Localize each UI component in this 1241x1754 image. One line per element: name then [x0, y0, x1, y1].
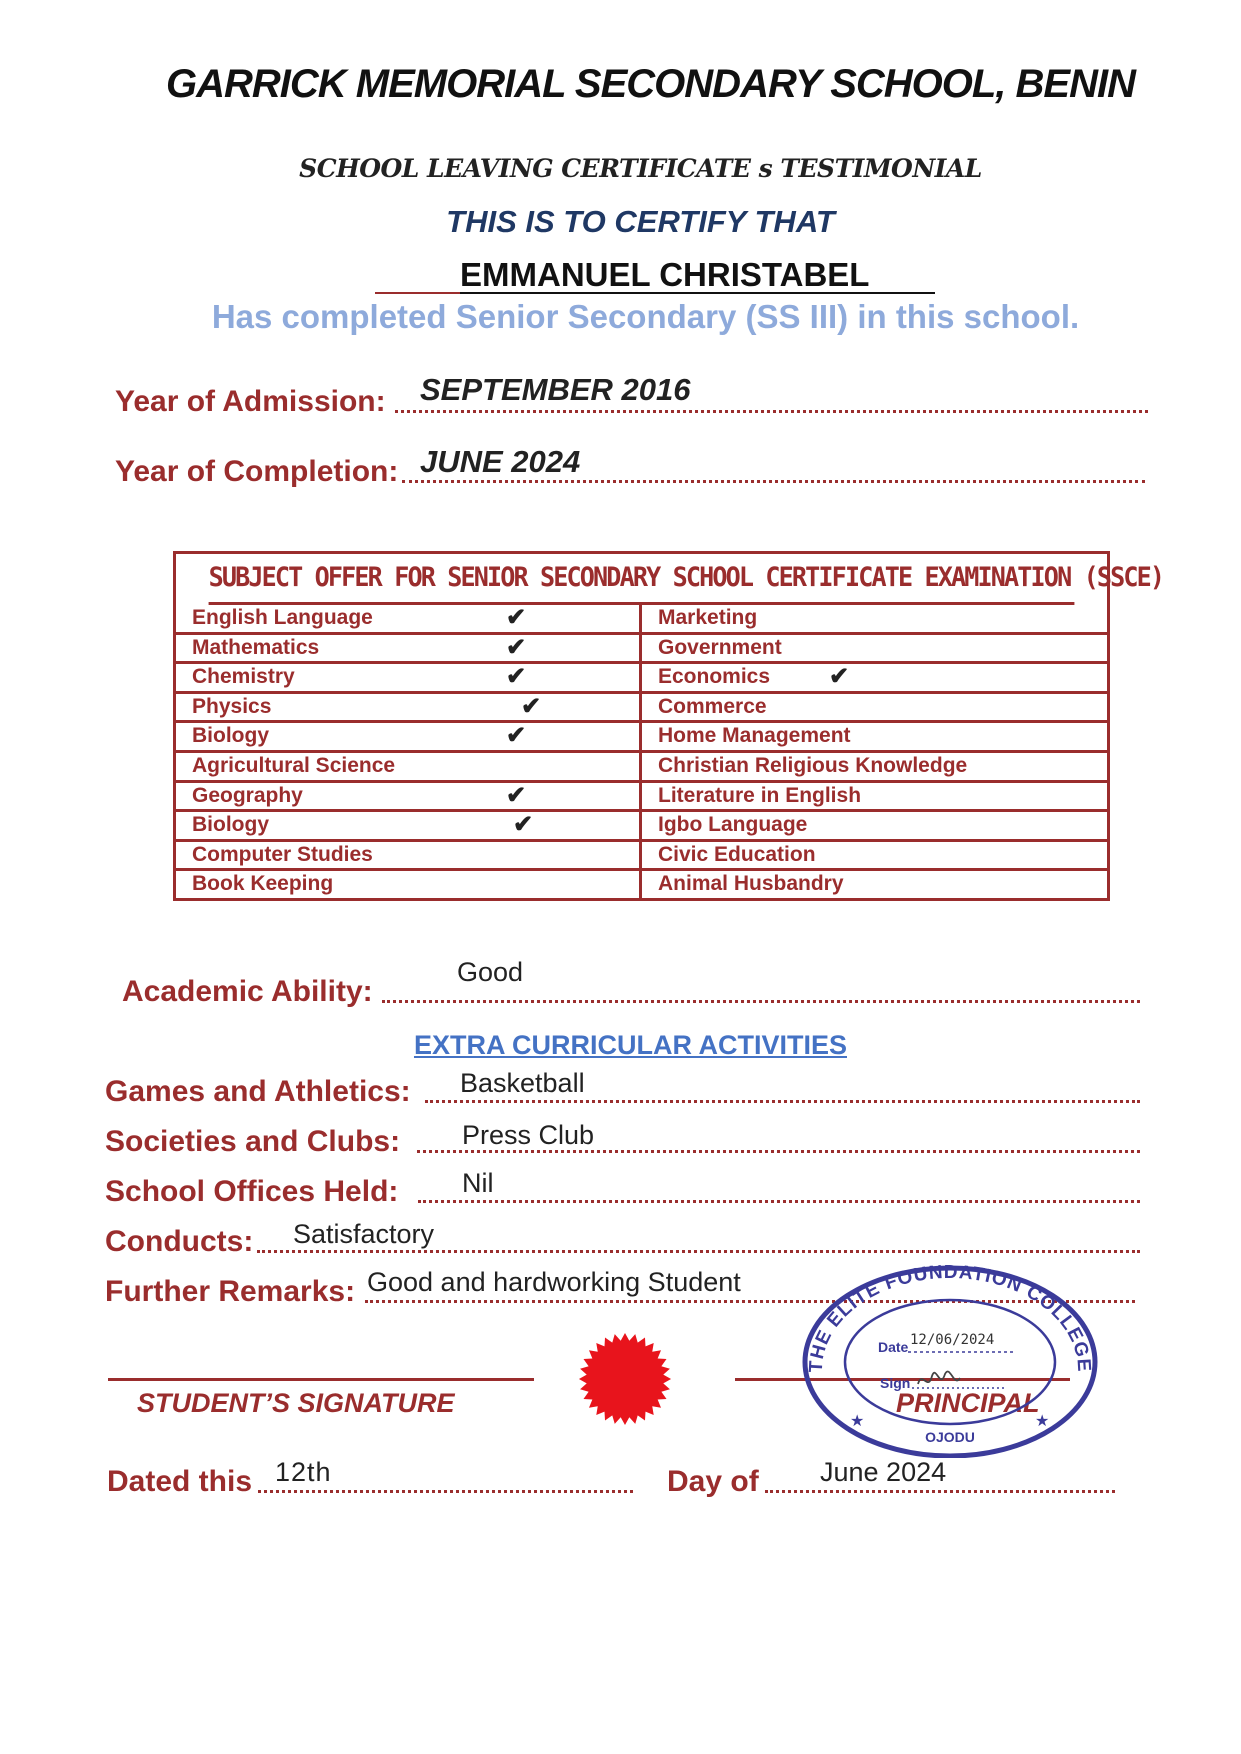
subject-name: Animal Husbandry: [658, 872, 844, 896]
subjects-heading: SUBJECT OFFER FOR SENIOR SECONDARY SCHOOL CERTIFICATE EXAMINATION (SSCE): [209, 554, 1075, 605]
subject-cell: [642, 812, 1107, 842]
stamp-sign-label: Sign: [880, 1375, 911, 1391]
subject-cell: [642, 605, 1107, 635]
stamp-signature-scribble: [918, 1372, 960, 1384]
star-icon: ★: [850, 1413, 865, 1430]
subject-name: Biology: [192, 724, 269, 748]
check-mark-icon: ✔: [506, 633, 527, 661]
svg-text:THE ELITE FOUNDATION COLLEGE: [806, 1262, 1094, 1373]
subject-cell: [176, 783, 642, 813]
subject-cell: [642, 635, 1107, 665]
offices-value: Nil: [462, 1168, 494, 1198]
offices-label: School Offices Held:: [105, 1175, 399, 1208]
academic-ability-label: Academic Ability:: [122, 975, 373, 1008]
subject-name: Government: [658, 635, 782, 659]
subject-name: Book Keeping: [192, 872, 334, 896]
stamp-date-label: Date: [878, 1339, 909, 1355]
completion-dotted-line: [402, 480, 1145, 483]
subject-name: Literature in English: [658, 783, 862, 807]
check-mark-icon: ✔: [521, 692, 542, 720]
dated-label: Dated this: [107, 1465, 253, 1498]
subject-cell: [642, 694, 1107, 724]
subject-name: Geography: [192, 783, 303, 807]
check-mark-icon: ✔: [506, 781, 527, 809]
check-mark-icon: ✔: [506, 722, 527, 750]
admission-value: SEPTEMBER 2016: [420, 372, 691, 407]
games-label: Games and Athletics:: [105, 1075, 411, 1108]
subject-name: Marketing: [658, 606, 758, 629]
games-dotted-line: [425, 1100, 1140, 1103]
subject-cell: [642, 753, 1107, 783]
subject-cell: [642, 723, 1107, 753]
name-underline-accent: [375, 292, 460, 294]
check-mark-icon: ✔: [829, 663, 850, 691]
subject-cell: [176, 871, 642, 901]
school-name: GARRICK MEMORIAL SECONDARY SCHOOL, BENIN: [166, 62, 1135, 106]
subject-name: Christian Religious Knowledge: [658, 753, 968, 777]
subject-name: Commerce: [658, 694, 767, 718]
extra-curricular-heading: EXTRA CURRICULAR ACTIVITIES: [413, 1030, 847, 1060]
conducts-value: Satisfactory: [293, 1219, 435, 1249]
completion-statement: Has completed Senior Secondary (SS III) in this school.: [211, 298, 1080, 335]
student-signature-label: STUDENT’S SIGNATURE: [137, 1388, 455, 1418]
subjects-table: [173, 551, 1164, 901]
day-of-label: Day of: [667, 1465, 759, 1498]
subject-cell: [642, 783, 1107, 813]
day-of-value: June 2024: [820, 1457, 947, 1487]
offices-dotted-line: [418, 1200, 1140, 1203]
red-seal: [578, 1332, 672, 1426]
check-mark-icon: ✔: [506, 663, 527, 691]
remarks-label: Further Remarks:: [105, 1275, 356, 1308]
completion-value: JUNE 2024: [420, 444, 581, 479]
subject-name: Home Management: [658, 724, 851, 748]
student-name: EMMANUEL CHRISTABEL: [460, 256, 870, 293]
dated-day-value: 12th: [275, 1457, 332, 1487]
admission-label: Year of Admission:: [115, 385, 386, 418]
star-icon: ★: [1035, 1413, 1050, 1430]
day-of-dotted-line: [765, 1490, 1115, 1493]
subject-name: Mathematics: [192, 635, 320, 659]
subject-name: Physics: [192, 694, 272, 718]
subject-name: Igbo Language: [658, 813, 808, 837]
subject-cell: [642, 871, 1107, 901]
subject-cell: [176, 635, 642, 665]
subject-cell: [642, 842, 1107, 872]
academic-ability-value: Good: [457, 957, 524, 987]
check-mark-icon: ✔: [506, 604, 527, 631]
subject-cell: [176, 753, 642, 783]
admission-dotted-line: [395, 410, 1148, 413]
student-signature-line: [108, 1378, 534, 1381]
subject-cell: [176, 605, 642, 635]
subject-name: Economics: [658, 665, 771, 689]
conducts-label: Conducts:: [105, 1225, 254, 1258]
subjects-grid: [176, 605, 1107, 901]
games-value: Basketball: [460, 1068, 585, 1098]
principal-signature-label: PRINCIPAL: [896, 1388, 1040, 1418]
subject-cell: [176, 812, 642, 842]
completion-label: Year of Completion:: [115, 455, 399, 488]
subject-name: Computer Studies: [192, 842, 373, 866]
stamp-bottom-text: OJODU: [925, 1429, 975, 1445]
subject-name: Biology: [192, 813, 269, 837]
subject-cell: [176, 842, 642, 872]
dated-dotted-line: [258, 1490, 633, 1493]
stamp-date-value: 12/06/2024: [910, 1332, 995, 1348]
remarks-value: Good and hardworking Student: [367, 1267, 741, 1297]
subject-name: English Language: [192, 606, 373, 629]
certify-text: THIS IS TO CERTIFY THAT: [446, 204, 835, 239]
societies-label: Societies and Clubs:: [105, 1125, 401, 1158]
subject-name: Chemistry: [192, 665, 295, 689]
subject-cell: [642, 664, 1107, 694]
subject-name: Agricultural Science: [192, 753, 396, 777]
school-stamp: [800, 1252, 1100, 1458]
check-mark-icon: ✔: [513, 811, 534, 839]
subject-name: Civic Education: [658, 842, 816, 866]
subject-cell: [176, 664, 642, 694]
academic-ability-dotted-line: [382, 1000, 1140, 1003]
certificate-title: SCHOOL LEAVING CERTIFICATE s TESTIMONIAL: [299, 154, 982, 183]
societies-value: Press Club: [462, 1120, 595, 1150]
subject-cell: [176, 694, 642, 724]
stamp-ring-text: THE ELITE FOUNDATION COLLEGE: [805, 1261, 1095, 1374]
subject-cell: [176, 723, 642, 753]
